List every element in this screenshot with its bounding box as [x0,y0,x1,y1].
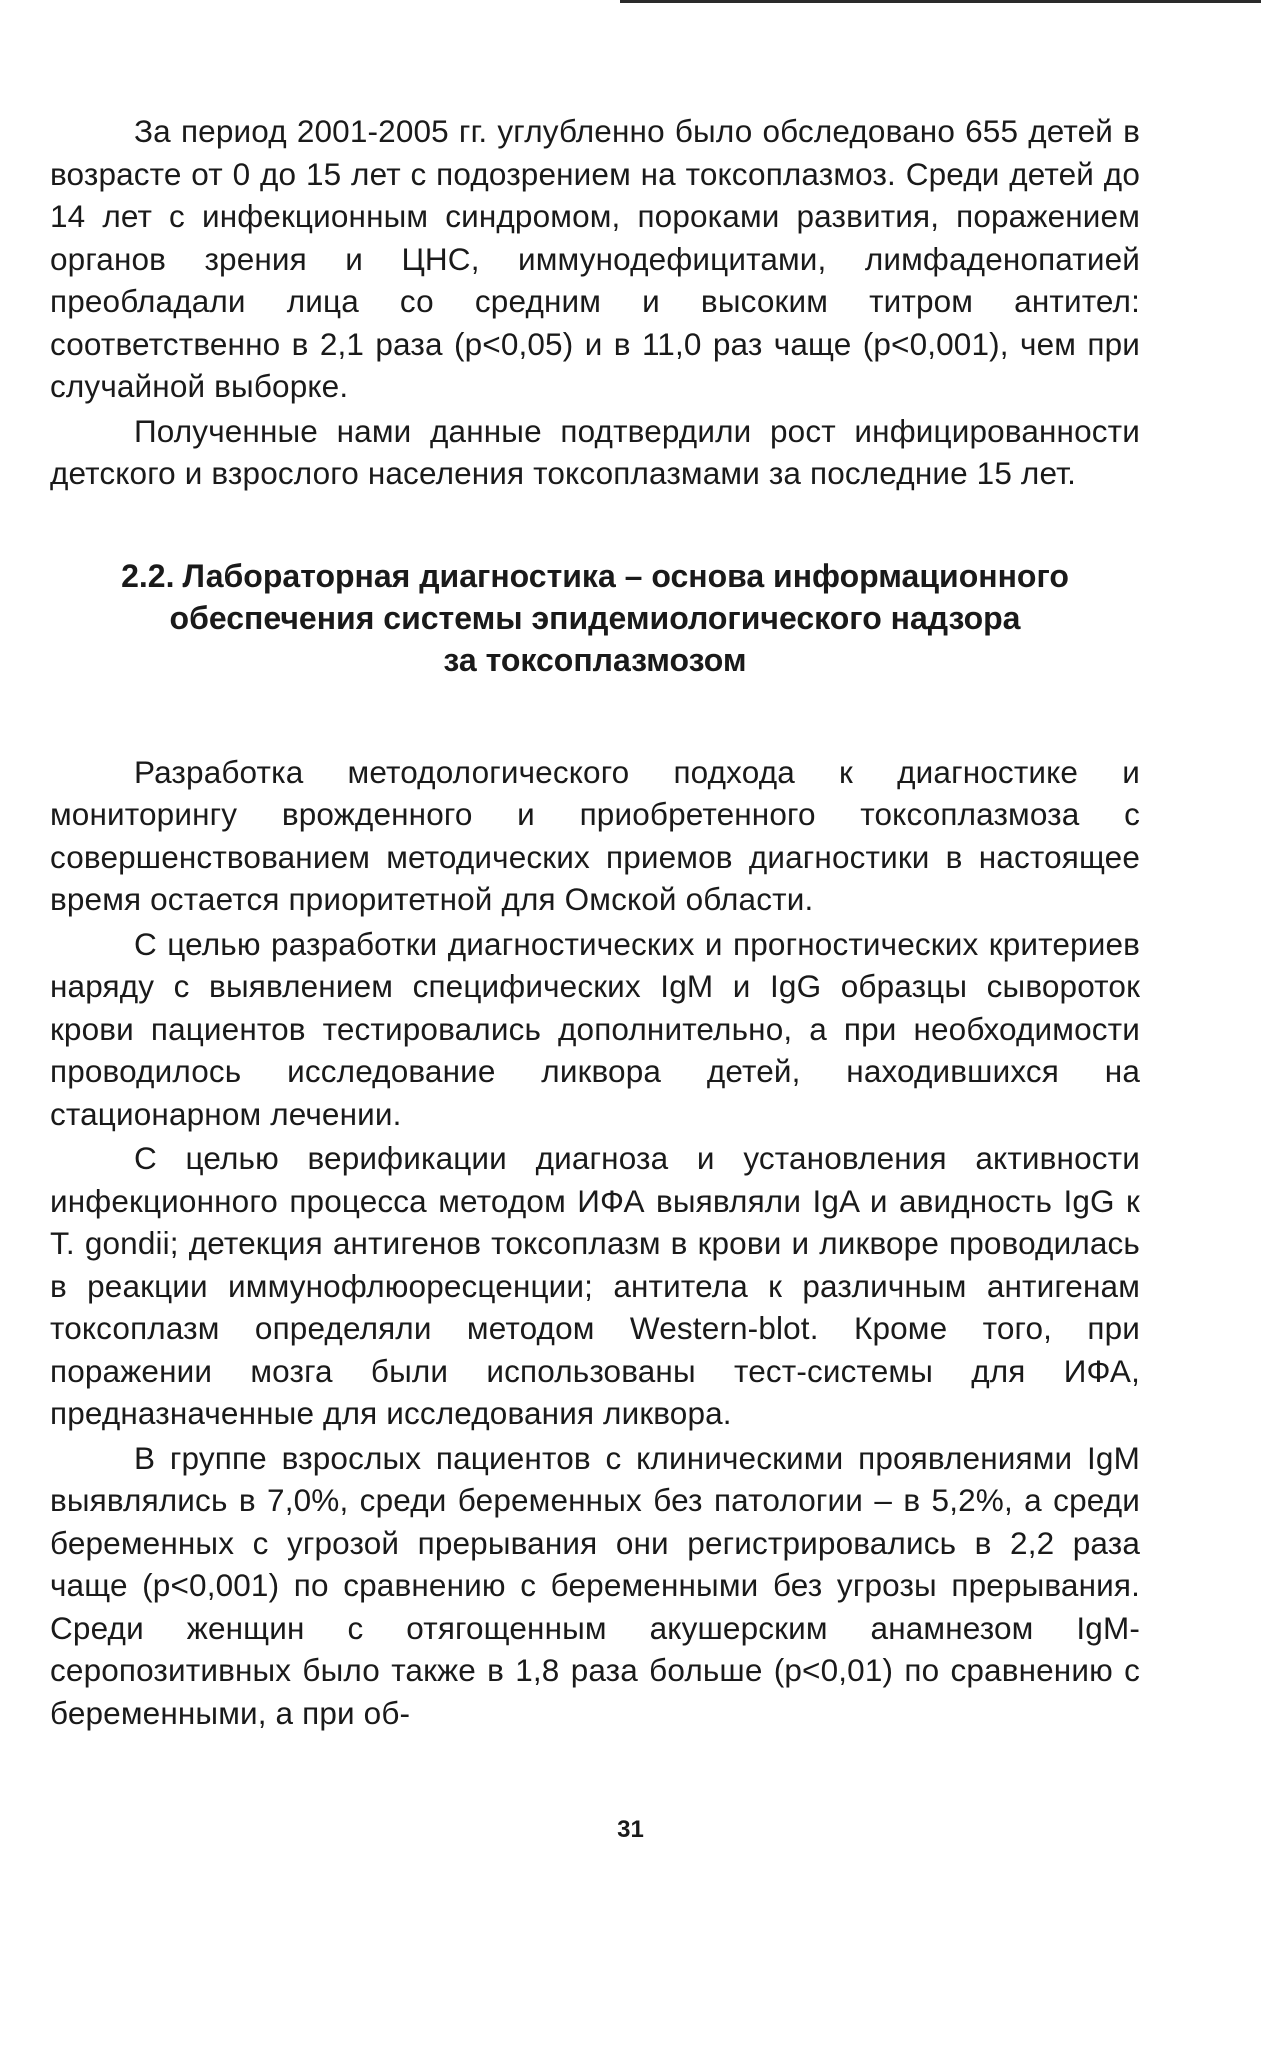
paragraph-adult-patients: В группе взрослых пациентов с клиническими проявлениями IgM выявлялись в 7,0%, среди беременных без патологии – в 5,2%, а среди беременных с угрозой прерывания они регистрировались в 2,2 раза чаще (p<0,001) по сравнению с беременными без угрозы прерывания. Среди женщин с отягощенным акушерским анамнезом IgM-серопозитивных было также в 1,8 раза больше (p<0,01) по сравнению с беременными, а при об- [50,1439,1140,1731]
paragraph-methodology: Разработка методологического подхода к диагностике и мониторингу врожденного и приобретенного токсоплазмоза с совершенствованием методических приемов диагностики в настоящее время остается приоритетной для Омской области. [50,753,1140,917]
page-number: 31 [617,1816,644,1843]
paragraph-criteria: С целью разработки диагностических и прогностических критериев наряду с выявлением специфических IgM и IgG образцы сывороток крови пациентов тестировались дополнительно, а при необходимости проводилось исследование ликвора детей, находившихся на стационарном лечении. [50,925,1140,1132]
section-title-line-1: Лабораторная диагностика – основа информационного [182,557,1069,594]
section-heading-line-1 [50,555,1140,597]
paragraph-infection-growth: Полученные нами данные подтвердили рост инфицированности детского и взрослого населения токсоплазмами за последние 15 лет. [50,412,1140,491]
section-heading [50,555,1140,681]
top-edge-rule [620,0,1261,3]
section-title-line-3: за токсоплазмозом [443,641,747,678]
section-number: 2.2. [121,557,175,594]
section-title-line-2: обеспечения системы эпидемиологического надзора [169,599,1021,636]
paragraph-survey-results: За период 2001-2005 гг. углубленно было обследовано 655 детей в возрасте от 0 до 15 лет с подозрением на токсоплазмоз. Среди детей до 14 лет с инфекционным синдромом, пороками развития, поражением органов зрения и ЦНС, иммунодефицитами, лимфаденопатией преобладали лица со средним и высоким титром антител: соответственно в 2,1 раза (p<0,05) и в 11,0 раз чаще (p<0,001), чем при случайной выборке. [50,113,1140,404]
paragraph-verification: С целью верификации диагноза и установления активности инфекционного процесса методом ИФА выявляли IgA и авидность IgG к T. gondii; детекция антигенов токсоплазм в крови и ликворе проводилась в реакции иммунофлюоресценции; антитела к различным антигенам токсоплазм определяли методом Western-blot. Кроме того, при поражении мозга были использованы тест-системы для ИФА, предназначенные для исследования ликвора. [50,1140,1140,1431]
document-page [50,110,1140,1734]
